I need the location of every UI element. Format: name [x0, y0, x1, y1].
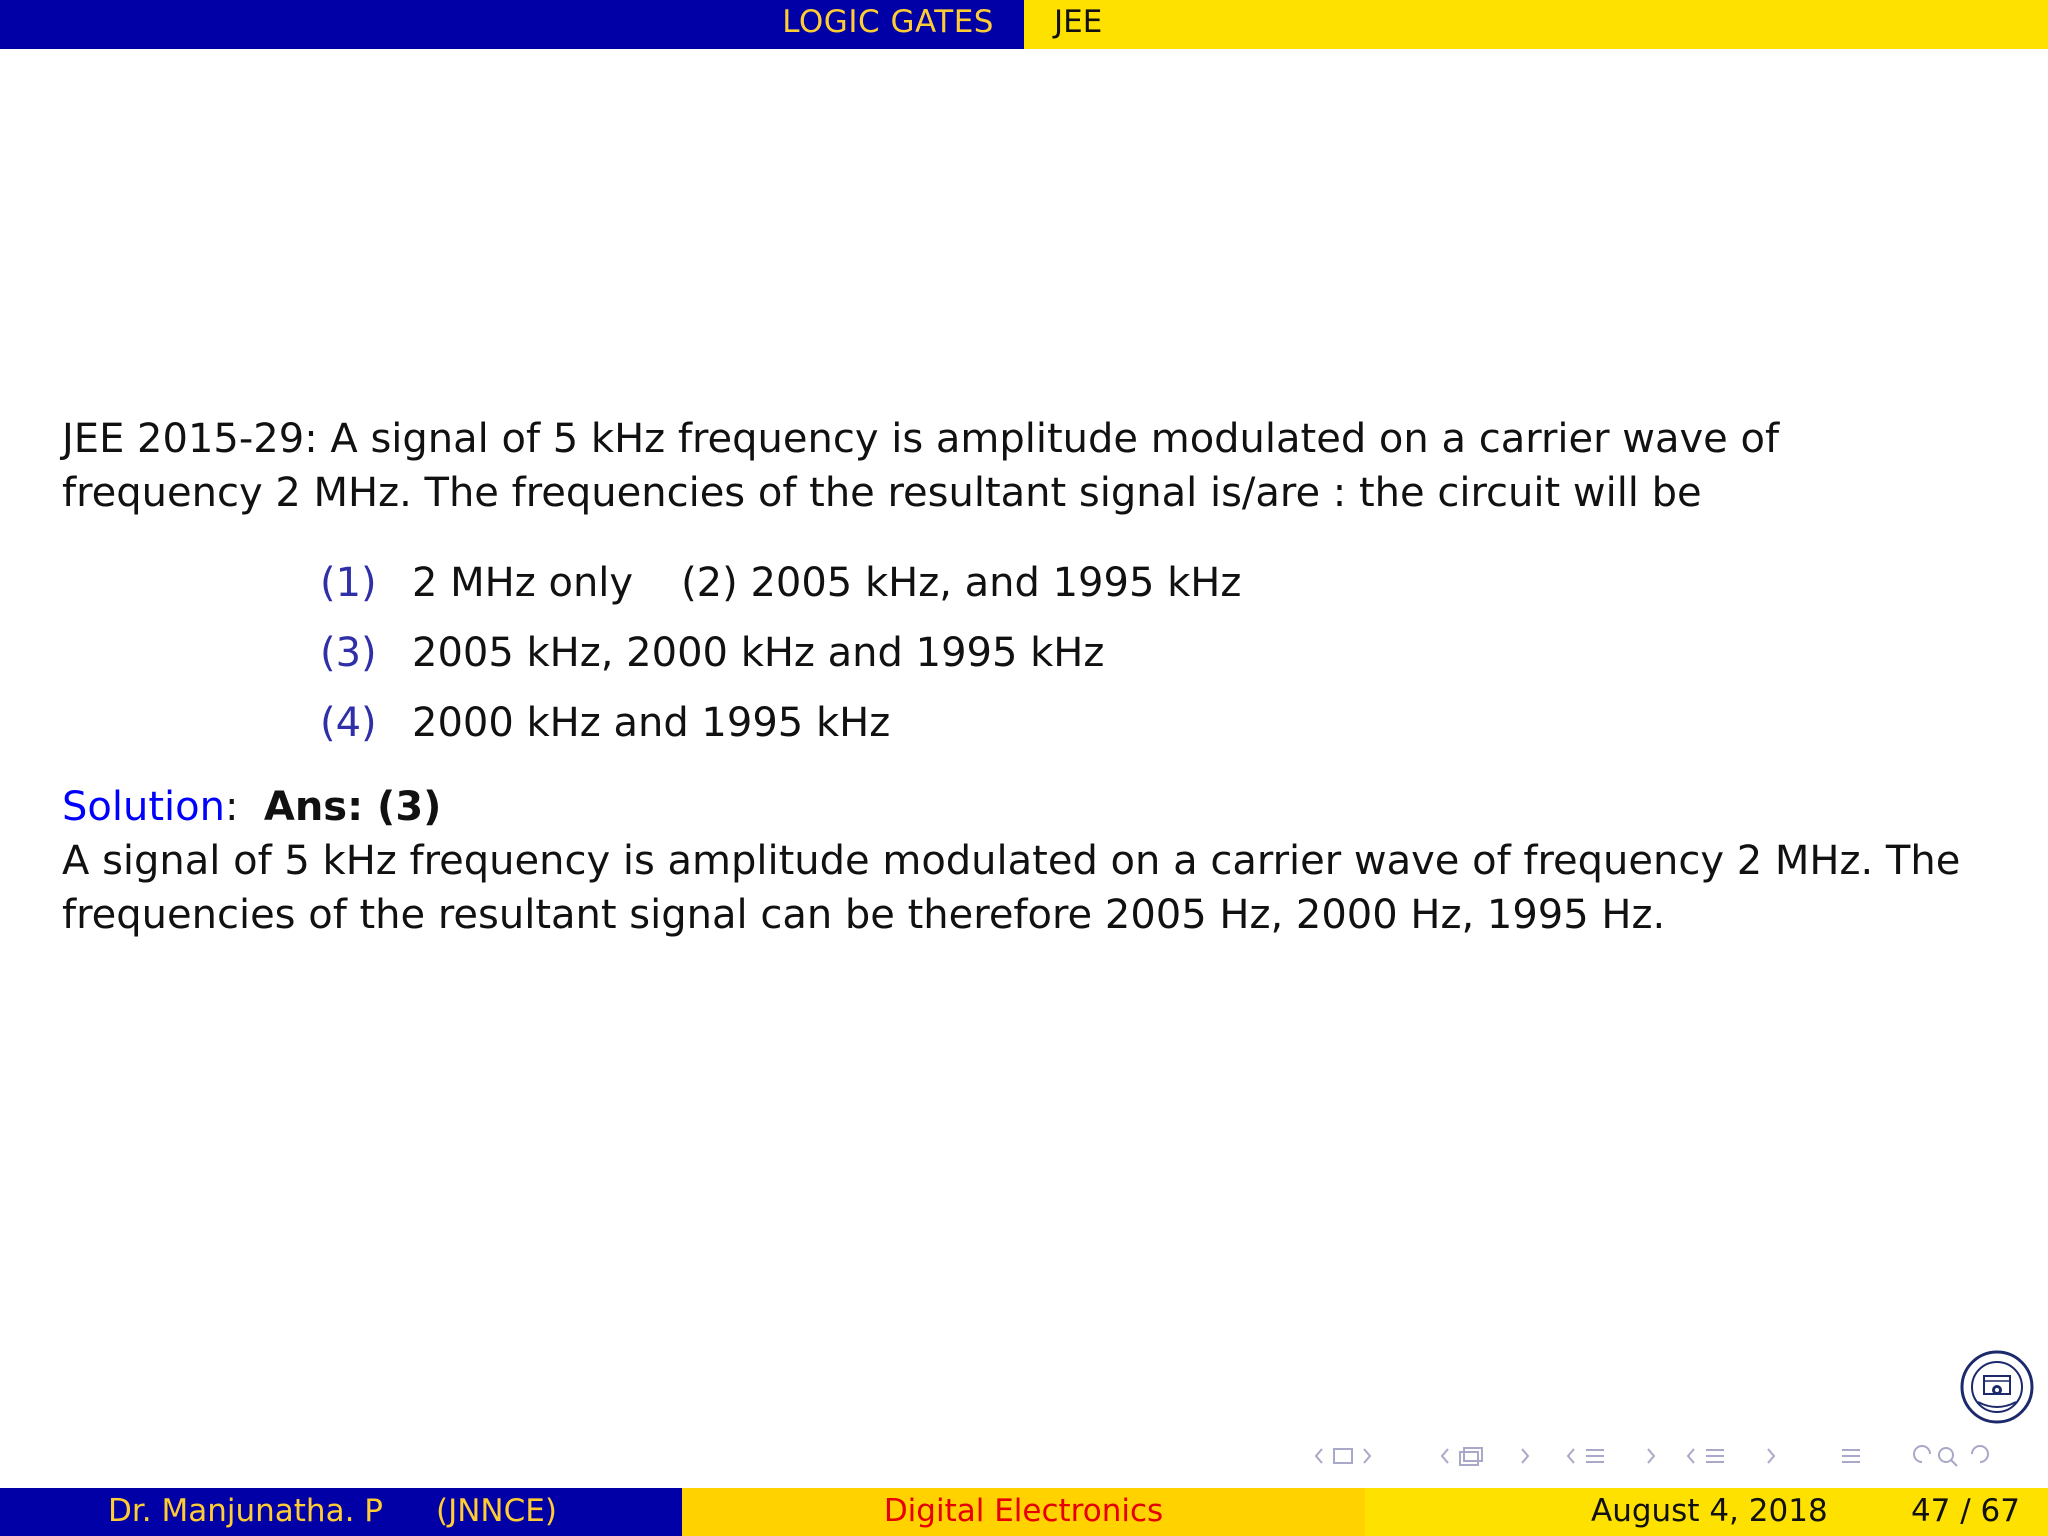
- option-extra-text: (2) 2005 kHz, and 1995 kHz: [681, 560, 1242, 606]
- forward-icon: [1972, 1446, 1988, 1462]
- footer-author-panel: [0, 1488, 682, 1536]
- header-bar: [0, 0, 2048, 49]
- footer-title-panel: [682, 1488, 1365, 1536]
- college-logo: [1960, 1350, 2034, 1424]
- question-text: JEE 2015-29: A signal of 5 kHz frequency is amplitude modulated on a carrier wave of frequency 2 MHz. The frequencies of the resultant signal is/are : the circuit will be: [62, 416, 1780, 516]
- footer-date: August 4, 2018: [1591, 1493, 1828, 1529]
- footer-author: Dr. Manjunatha. P: [108, 1493, 383, 1529]
- appendix-prev-icon: [1688, 1449, 1694, 1463]
- appendix-next-icon: [1768, 1449, 1774, 1463]
- header-subsection-title[interactable]: JEE: [1054, 4, 1103, 40]
- solution-heading: [62, 780, 1992, 834]
- solution-colon: :: [224, 784, 239, 830]
- header-section-panel: [0, 0, 1024, 49]
- options-list: [320, 548, 1241, 758]
- footer-title: Digital Electronics: [883, 1493, 1164, 1529]
- footer-bar: [0, 1488, 2048, 1536]
- footer-institution: (JNNCE): [436, 1493, 557, 1529]
- solution-answer: Ans: (3): [263, 784, 442, 830]
- footer-page-number: 47 / 67: [1910, 1493, 2020, 1529]
- beamer-navigation-icons[interactable]: [1312, 1440, 2032, 1472]
- navigation-bar: [1312, 1440, 2032, 1472]
- option-text: 2 MHz only: [412, 560, 634, 606]
- college-seal-icon: [1960, 1350, 2034, 1424]
- option-number: (4): [320, 700, 377, 746]
- solution-block: [62, 780, 1992, 942]
- header-subsection-panel: [1024, 0, 2048, 49]
- header-section-title[interactable]: LOGIC GATES: [782, 4, 994, 40]
- option-item: [320, 548, 1241, 618]
- footer-date-panel: [1365, 1488, 2048, 1536]
- solution-label: Solution: [62, 784, 225, 830]
- subsection-next-icon: [1522, 1449, 1528, 1463]
- subsection-icon: [1460, 1452, 1478, 1465]
- option-item: [320, 618, 1241, 688]
- option-text: 2005 kHz, 2000 kHz and 1995 kHz: [412, 630, 1105, 676]
- option-item: [320, 688, 1241, 758]
- option-number: (3): [320, 630, 377, 676]
- search-icon: [1939, 1448, 1953, 1462]
- subsection-prev-icon: [1442, 1449, 1448, 1463]
- solution-text: A signal of 5 kHz frequency is amplitude modulated on a carrier wave of frequency 2 MHz. The frequencies of the resultant signal can be therefore 2005 Hz, 2000 Hz, 1995 Hz.: [62, 838, 1961, 938]
- option-number: (1): [320, 560, 377, 606]
- frame-icon: [1334, 1449, 1352, 1463]
- section-prev-icon: [1568, 1449, 1574, 1463]
- section-next-icon: [1648, 1449, 1654, 1463]
- frame-prev-icon: [1316, 1449, 1322, 1463]
- option-text: 2000 kHz and 1995 kHz: [412, 700, 891, 746]
- frame-next-icon: [1364, 1449, 1370, 1463]
- back-icon: [1914, 1446, 1930, 1462]
